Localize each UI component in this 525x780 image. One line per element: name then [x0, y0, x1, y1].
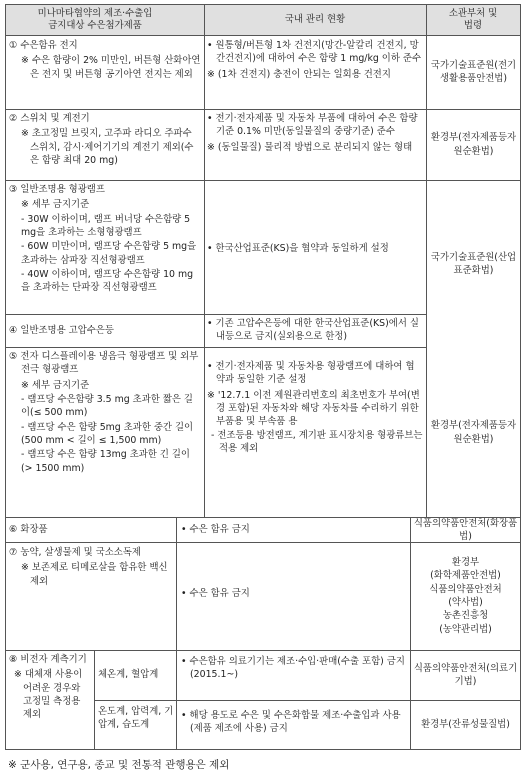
subtype-text: 체온계, 혈압계: [98, 669, 159, 680]
ministry-text: 환경부(전자제품등자원순환법): [430, 132, 517, 157]
management-note: ※ '12.7.1 이전 제원관리번호의 최초번호가 부여(변경 포함)된 자동차와 해당 자동차를 수리하기 위한 부품용 및 부속품 용: [207, 389, 420, 428]
product-title: ① 수은함유 전지: [9, 40, 78, 51]
ministry-text: 식품의약품안전처(화장품법): [413, 518, 518, 542]
management-cell-cosmetics: [181, 523, 407, 539]
divider: [426, 5, 427, 517]
ministry-text: 식품의약품안전처(의료기기법): [413, 662, 518, 687]
product-cell-hpmv: [9, 324, 201, 344]
product-cell-fluorescent: [9, 183, 201, 312]
ministry-text: 국가기술표준원(산업표준화법): [430, 251, 517, 276]
ministry-line: (화학제품안전법): [430, 570, 501, 582]
ministry-line: 식품의약품안전처: [429, 583, 502, 595]
header-product-col: [6, 5, 184, 35]
ministry-cell-ccfl: [428, 349, 519, 516]
product-criteria-label: ※ 세부 금지기준: [21, 379, 90, 391]
product-title: ③ 일반조명용 형광램프: [9, 184, 105, 195]
management-cell-switch: [207, 112, 423, 178]
management-cell-pesticides: [181, 587, 407, 603]
criteria-item: - 램프당 수은 함량 13mg 초과한 긴 길이(> 1500 mm): [21, 449, 190, 474]
product-cell-switch: [9, 112, 201, 178]
ministry-line: (농약관리법): [439, 623, 492, 635]
ministry-text: 국가기술표준원(전기생활용품안전법): [430, 59, 517, 84]
product-criteria-label: ※ 세부 금지기준: [21, 199, 90, 211]
header-product-line2: 금지대상 수은첨가제품: [48, 20, 142, 31]
product-title: ② 스위치 및 계전기: [9, 113, 90, 124]
ministry-cell-fluorescent: [428, 181, 519, 347]
ministry-cell-switch: [428, 110, 519, 179]
ministry-line: (약사법): [448, 597, 483, 608]
management-cell-hpmv: [207, 317, 423, 346]
regulation-table: [5, 4, 521, 750]
header-management-label: 국내 관리 현황: [284, 13, 346, 25]
product-title: ⑥ 화장품: [9, 524, 48, 535]
management-note: ※ (1차 건전지) 충전이 안되는 일회용 건전지: [207, 68, 391, 80]
management-cell-battery: [207, 39, 423, 107]
management-text: • 수은 함유 금지: [181, 588, 250, 599]
management-cell-fluorescent: [207, 242, 423, 262]
header-ministry-line2: 법령: [463, 20, 483, 31]
product-cell-measuring: [9, 653, 92, 748]
product-title: ④ 일반조명용 고압수은등: [9, 325, 114, 336]
management-exclusion: - 전조등용 방전램프, 계기판 표시장치용 형광류브는 적용 제외: [211, 429, 423, 455]
subtype-cell-industrial: [98, 705, 174, 747]
criteria-item: - 램프당 수은함량 3.5 mg 초과한 짧은 길이(≤ 500 mm): [21, 394, 193, 419]
product-cell-ccfl: [9, 350, 201, 515]
criteria-item: - 60W 미만이며, 램프당 수은함량 5 mg을 초과하는 삼파장 직선형광램프: [21, 241, 197, 266]
product-title: ⑦ 농약, 살생물제 및 국소소독제: [9, 547, 141, 558]
ministry-cell-industrial: [412, 701, 519, 748]
management-text: • 한국산업표준(KS)을 협약과 동일하게 설정: [207, 243, 389, 254]
header-ministry-line1: 소관부처 및: [448, 7, 498, 19]
header-ministry-col: [426, 5, 520, 35]
ministry-cell-medical: [412, 651, 519, 699]
management-text: • 전기·전자제품 및 자동차 부품에 대하여 수은 함량기준 0.1% 미만(동일물질의 중량기준) 준수: [207, 113, 418, 138]
product-title: ⑧ 비전자 계측기기: [9, 654, 87, 665]
management-text: • 해당 용도로 수은 및 수은화합물 제조·수출입과 사용(제품 제조에 사용) 금지: [181, 710, 401, 735]
ministry-line: 농촌진흥청: [442, 610, 489, 622]
product-exception: ※ 보존제로 티메로살을 함유한 백신 제외: [21, 562, 168, 587]
header-management-col: [204, 5, 426, 35]
subtype-cell-medical: [98, 668, 174, 688]
product-title: ⑤ 전자 디스플레이용 냉음극 형광램프 및 외부전극 형광램프: [9, 351, 199, 376]
ministry-line: 환경부: [451, 556, 480, 568]
management-cell-ccfl: [207, 360, 423, 515]
divider: [176, 517, 177, 650]
management-note: ※ (동일물질) 물리적 방법으로 분리되지 않는 형태: [207, 141, 413, 153]
ministry-cell-pesticides: [412, 543, 519, 649]
management-text: • 원통형/버튼형 1차 건전지(망간-알칼리 건전지, 망간건전지)에 대하여 수은 함량 1 mg/kg 이하 준수: [207, 40, 422, 65]
subtype-text: 온도계, 압력계, 기압계, 습도계: [98, 706, 174, 731]
criteria-item: - 40W 이하이며, 램프당 수은함량 10 mg을 초과하는 단파장 직선형광램프: [21, 269, 194, 294]
divider: [6, 347, 426, 348]
product-cell-pesticides: [9, 546, 174, 648]
divider: [410, 517, 411, 749]
management-cell-industrial: [181, 709, 407, 747]
product-cell-battery: [9, 39, 201, 107]
product-exception: ※ 초고정밀 브릿지, 고주파 라디오 주파수 스위치, 감시·제어기기의 계전기 제외(수은 함량 최대 20 mg): [21, 128, 194, 167]
product-cell-cosmetics: [9, 523, 174, 539]
divider: [204, 5, 205, 517]
divider: [6, 314, 204, 315]
footnote: ※ 군사용, 연구용, 종교 및 전통적 관행용은 제외: [8, 759, 230, 771]
ministry-text: 환경부(전자제품등자원순환법): [430, 420, 517, 445]
management-text: • 수은 함유 금지: [181, 524, 250, 535]
product-exception: ※ 대체재 사용이 어려운 경우와 고정밀 측정용 제외: [14, 669, 83, 721]
management-cell-medical: [181, 655, 407, 697]
product-exception: ※ 수은 함량이 2% 미만인, 버튼형 산화아연은 전지 및 버튼형 공기아연 전지는 제외: [21, 55, 201, 80]
management-text: • 기존 고압수은등에 대한 한국산업표준(KS)에서 실내등으로 금지(실외용으로 한정): [207, 318, 419, 343]
criteria-item: - 램프당 수은 함량 5mg 초과한 중간 길이(500 mm < 길이 ≤ 1,500 mm): [21, 421, 194, 447]
ministry-text: 환경부(잔류성물질법): [421, 718, 510, 730]
management-text: • 수은함유 의료기기는 제조·수입·판매(수출 포함) 금지(2015.1~): [181, 656, 405, 681]
ministry-cell-cosmetics: [412, 518, 519, 542]
management-text: • 전기·전자제품 및 자동차용 형광램프에 대하여 협약과 동일한 기준 설정: [207, 361, 415, 386]
criteria-item: - 30W 이하이며, 램프 버너당 수은함량 5 mg을 초과하는 소형형광램프: [21, 213, 191, 239]
divider: [204, 314, 426, 315]
header-product-line1: 미나마타협약의 제조·수출입: [37, 7, 153, 19]
ministry-cell-battery: [428, 36, 519, 108]
